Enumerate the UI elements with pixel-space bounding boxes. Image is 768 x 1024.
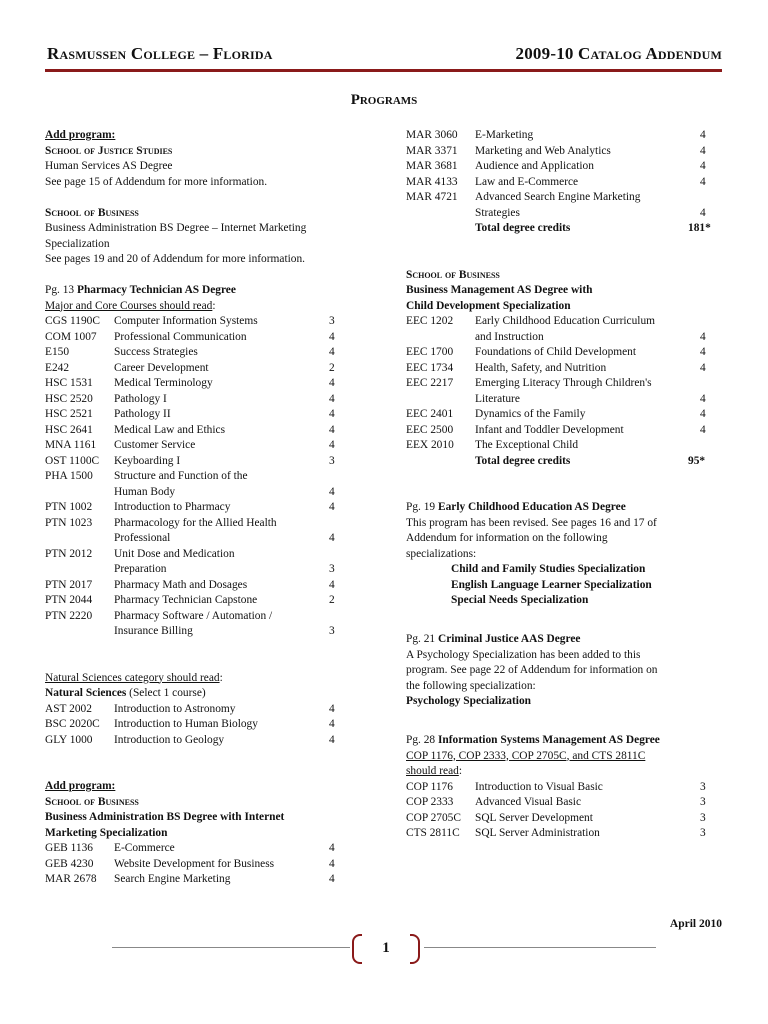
total-credits-row [406, 221, 722, 237]
course-credits: 4 [700, 206, 706, 219]
course-row [406, 175, 722, 191]
course-row [45, 593, 345, 609]
course-name: Pathology I [114, 392, 167, 405]
program-heading [406, 632, 722, 648]
course-credits: 2 [329, 594, 335, 606]
course-credits: 3 [329, 625, 335, 637]
course-credits [700, 438, 722, 454]
course-credits: 4 [700, 144, 706, 157]
course-row [45, 857, 345, 873]
degree-name: Marketing Specialization [45, 826, 168, 839]
total-label: Total degree credits [475, 222, 571, 234]
course-row [45, 314, 345, 330]
course-credits: 2 [329, 361, 335, 374]
pharmacy-course-list [45, 314, 345, 640]
course-name: Pathology II [114, 408, 171, 420]
course-name: The Exceptional Child [475, 439, 579, 451]
course-credits: 4 [700, 392, 706, 405]
course-credits: 4 [700, 175, 706, 188]
page-ref: Pg. 19 [406, 501, 436, 513]
course-row [406, 376, 722, 392]
program-heading [406, 500, 722, 516]
course-code [406, 392, 475, 408]
course-name: Introduction to Astronomy [114, 702, 236, 715]
paragraph-line: This program has been revised. See pages 16 and 17 of [406, 516, 657, 529]
course-row [45, 516, 345, 532]
course-credits: 4 [329, 392, 335, 405]
course-name: Literature [475, 392, 520, 405]
course-row [45, 702, 345, 718]
paragraph-line: A Psychology Specialization has been added to this [406, 648, 641, 661]
course-credits: 4 [329, 578, 335, 591]
course-credits: 4 [700, 330, 706, 343]
program-title: Information Systems Management AS Degree [437, 734, 660, 746]
course-credits [329, 609, 345, 625]
college-name: Rasmussen College – Florida [47, 44, 273, 63]
course-code [45, 485, 114, 501]
course-credits: 4 [329, 485, 335, 498]
footer-rule [424, 947, 656, 948]
course-code [406, 330, 475, 346]
course-code: EEC 1734 [406, 361, 454, 374]
course-row [406, 392, 722, 408]
degree-name: Business Administration BS Degree – Internet Marketing [45, 222, 307, 234]
course-row [45, 376, 345, 392]
course-credits: 4 [700, 160, 706, 172]
course-code: EEX 2010 [406, 439, 454, 451]
course-credits: 4 [329, 408, 335, 420]
course-name: Pharmacy Math and Dosages [114, 578, 248, 591]
course-row [406, 423, 722, 439]
course-row [406, 206, 722, 222]
category-heading: Natural Sciences (Select 1 course) [45, 687, 206, 699]
course-name: Introduction to Human Biology [114, 718, 258, 730]
course-code: GLY 1000 [45, 733, 93, 746]
course-name: Early Childhood Education Curriculum [475, 315, 656, 327]
course-name: Pharmacy Technician Capstone [114, 594, 258, 606]
course-row [45, 872, 345, 888]
header-rule [45, 69, 722, 72]
course-code: OST 1100C [45, 454, 100, 467]
catalog-title: 2009-10 Catalog Addendum [515, 44, 722, 63]
course-row [406, 314, 722, 330]
course-code: COP 1176 [406, 780, 453, 793]
course-row [45, 485, 345, 501]
course-code: MNA 1161 [45, 439, 97, 451]
program-title: Pharmacy Technician AS Degree [76, 284, 236, 296]
course-code: GEB 4230 [45, 857, 94, 870]
course-code: CTS 2811C [406, 827, 460, 839]
course-code: PTN 2044 [45, 594, 93, 606]
course-row [45, 423, 345, 439]
course-row [406, 128, 722, 144]
page-ref: Pg. 21 [406, 633, 436, 645]
natural-sciences-course-list [45, 702, 345, 749]
total-value: 181* [688, 222, 711, 234]
add-program-heading: Add program: [45, 129, 116, 141]
course-name: Insurance Billing [114, 625, 193, 637]
course-name: Foundations of Child Development [475, 346, 637, 358]
course-code: MAR 3060 [406, 129, 458, 141]
course-credits: 4 [700, 346, 706, 358]
degree-name: Specialization [45, 237, 110, 250]
school-heading: School of Business [45, 795, 139, 808]
course-row [45, 733, 345, 749]
course-row [406, 795, 722, 811]
course-name: E-Commerce [114, 842, 175, 854]
degree-name: Business Administration BS Degree with Internet [45, 811, 285, 823]
page-title: Programs [350, 92, 418, 108]
course-credits [329, 547, 345, 563]
course-name: Success Strategies [114, 346, 198, 358]
course-code: HSC 2520 [45, 392, 93, 405]
course-code: HSC 2521 [45, 408, 93, 420]
course-row [45, 500, 345, 516]
course-code: E242 [45, 361, 70, 374]
course-row [45, 407, 345, 423]
course-row [45, 717, 345, 733]
course-code: PTN 2017 [45, 578, 93, 591]
program-title: Early Childhood Education AS Degree [437, 501, 626, 513]
left-column [45, 128, 345, 888]
course-credits: 4 [329, 423, 335, 436]
course-code: COP 2705C [406, 811, 461, 824]
course-code: PTN 2012 [45, 547, 93, 560]
course-row [45, 330, 345, 346]
course-name: Professional Communication [114, 330, 247, 343]
course-code: PTN 2220 [45, 609, 93, 622]
course-code: MAR 4133 [406, 175, 458, 188]
course-row [45, 392, 345, 408]
course-code: HSC 2641 [45, 423, 93, 436]
course-name: Computer Information Systems [114, 315, 258, 327]
course-code: EEC 1202 [406, 315, 454, 327]
course-credits: 4 [700, 361, 706, 374]
school-heading: School of Business [406, 268, 500, 281]
course-name: Dynamics of the Family [475, 408, 586, 420]
specialization-item: English Language Learner Specialization [451, 578, 652, 591]
paragraph-line: the following specialization: [406, 679, 536, 692]
course-row [45, 841, 345, 857]
course-name: Professional [114, 532, 171, 544]
reference-note: See pages 19 and 20 of Addendum for more information. [45, 253, 306, 265]
course-credits: 4 [329, 842, 335, 854]
section-subheading: Natural Sciences category should read: [45, 671, 223, 684]
course-name: Introduction to Pharmacy [114, 501, 231, 513]
course-credits: 3 [329, 315, 335, 327]
course-row [406, 361, 722, 377]
section-subheading: Major and Core Courses should read: [45, 299, 216, 312]
course-name: Marketing and Web Analytics [475, 144, 611, 157]
degree-name: Child Development Specialization [406, 299, 571, 312]
school-heading: School of Justice Studies [45, 144, 173, 157]
course-name: Medical Terminology [114, 377, 213, 389]
course-row [406, 407, 722, 423]
page-ref: Pg. 28 [406, 734, 436, 746]
specialization-item: Special Needs Specialization [451, 594, 589, 606]
course-name: Preparation [114, 563, 167, 575]
marketing-course-list-continued [406, 128, 722, 221]
course-name: Introduction to Visual Basic [475, 780, 603, 793]
course-row [45, 438, 345, 454]
course-name: Emerging Literacy Through Children's [475, 377, 652, 389]
page-ref: Pg. 13 [45, 284, 75, 296]
page-number: 1 [382, 940, 390, 956]
course-code: MAR 3681 [406, 160, 458, 172]
course-credits: 3 [700, 796, 706, 808]
course-name: Strategies [475, 206, 520, 219]
total-credits-row [406, 454, 722, 470]
course-name: Law and E-Commerce [475, 175, 579, 188]
section-subheading: COP 1176, COP 2333, COP 2705C, and CTS 2811C [406, 749, 646, 762]
course-name: and Instruction [475, 330, 544, 343]
course-row [406, 826, 722, 842]
page-header [45, 44, 722, 66]
course-name: Structure and Function of the [114, 470, 248, 482]
program-heading [45, 283, 345, 299]
course-code: MAR 2678 [45, 873, 97, 885]
right-column [406, 128, 722, 842]
course-name: Human Body [114, 485, 176, 498]
course-code: EEC 2217 [406, 377, 454, 389]
course-credits: 3 [700, 780, 706, 793]
total-value: 95* [688, 454, 706, 467]
course-credits: 4 [329, 439, 335, 451]
course-code: MAR 3371 [406, 144, 458, 157]
course-name: Health, Safety, and Nutrition [475, 361, 607, 374]
course-name: SQL Server Development [475, 811, 593, 824]
course-code: COM 1007 [45, 330, 97, 343]
course-credits: 3 [700, 827, 706, 839]
total-label: Total degree credits [475, 454, 571, 467]
course-row [45, 624, 345, 640]
course-row [45, 531, 345, 547]
course-code [45, 624, 114, 640]
course-code: E150 [45, 346, 70, 358]
course-row [45, 454, 345, 470]
program-title: Criminal Justice AAS Degree [437, 633, 581, 645]
paragraph-line: specializations: [406, 547, 477, 560]
course-code: PTN 1002 [45, 501, 93, 513]
course-credits: 4 [329, 501, 335, 513]
course-row [45, 345, 345, 361]
paragraph-line: Addendum for information on the following [406, 532, 608, 544]
course-code: GEB 1136 [45, 842, 93, 854]
course-code: CGS 1190C [45, 315, 100, 327]
school-heading: School of Business [45, 206, 139, 219]
course-name: E-Marketing [475, 129, 534, 141]
footer-rule [112, 947, 350, 948]
course-name: Medical Law and Ethics [114, 423, 226, 436]
course-name: Advanced Search Engine Marketing [475, 191, 641, 203]
course-row [406, 190, 722, 206]
course-row [45, 578, 345, 594]
course-code: EEC 2500 [406, 423, 454, 436]
add-program-heading: Add program: [45, 780, 116, 792]
course-name: Search Engine Marketing [114, 873, 231, 885]
degree-name: Business Management AS Degree with [406, 284, 593, 296]
course-credits: 4 [329, 377, 335, 389]
course-code: EEC 1700 [406, 346, 454, 358]
course-name: Keyboarding I [114, 454, 181, 467]
course-credits: 4 [329, 718, 335, 730]
course-row [406, 811, 722, 827]
course-name: Career Development [114, 361, 209, 374]
course-row [406, 780, 722, 796]
course-name: Website Development for Business [114, 857, 275, 870]
course-code: HSC 1531 [45, 377, 93, 389]
course-name: Customer Service [114, 439, 196, 451]
course-credits: 4 [700, 129, 706, 141]
course-row [45, 609, 345, 625]
course-code: COP 2333 [406, 796, 454, 808]
course-name: Unit Dose and Medication [114, 547, 235, 560]
course-code: AST 2002 [45, 702, 92, 715]
course-row [45, 562, 345, 578]
course-row [406, 330, 722, 346]
course-name: SQL Server Administration [475, 827, 600, 839]
course-credits [700, 376, 722, 392]
course-code: BSC 2020C [45, 718, 100, 730]
course-credits: 3 [329, 454, 335, 467]
course-row [45, 547, 345, 563]
course-name: Pharmacy Software / Automation / [114, 609, 273, 622]
course-name: Introduction to Geology [114, 733, 225, 746]
course-name: Advanced Visual Basic [475, 796, 582, 808]
course-credits: 4 [329, 873, 335, 885]
course-row [45, 469, 345, 485]
course-credits: 4 [329, 702, 335, 715]
course-credits [700, 190, 722, 206]
specialization-item: Child and Family Studies Specialization [451, 563, 646, 575]
course-row [406, 159, 722, 175]
course-row [406, 345, 722, 361]
course-row [406, 438, 722, 454]
course-code [45, 562, 114, 578]
program-heading [406, 733, 722, 749]
course-code: PHA 1500 [45, 470, 93, 482]
course-code: EEC 2401 [406, 408, 454, 420]
course-credits: 4 [329, 733, 335, 746]
course-credits: 4 [329, 857, 335, 870]
course-name: Infant and Toddler Development [475, 423, 624, 436]
course-code [406, 206, 475, 222]
footer-date: April 2010 [669, 918, 722, 930]
course-name: Pharmacology for the Allied Health [114, 516, 277, 529]
course-credits: 4 [700, 423, 706, 436]
course-credits: 4 [700, 408, 706, 420]
reference-note: See page 15 of Addendum for more information. [45, 175, 268, 188]
specialization-item: Psychology Specialization [406, 695, 531, 707]
marketing-course-list [45, 841, 345, 888]
child-development-course-list [406, 314, 722, 454]
course-credits: 4 [329, 532, 335, 544]
course-credits: 4 [329, 330, 335, 343]
section-subheading: should read: [406, 765, 462, 777]
course-credits: 3 [329, 563, 335, 575]
paragraph-line: program. See page 22 of Addendum for information on [406, 664, 658, 676]
course-name: Audience and Application [475, 160, 594, 172]
information-systems-course-list [406, 780, 722, 842]
course-code [45, 531, 114, 547]
course-code: MAR 4721 [406, 191, 458, 203]
course-credits [700, 314, 722, 330]
course-row [406, 144, 722, 160]
course-credits: 3 [700, 811, 706, 824]
course-code: PTN 1023 [45, 516, 93, 529]
course-row [45, 361, 345, 377]
course-credits: 4 [329, 346, 335, 358]
course-credits [329, 469, 345, 485]
course-credits [329, 516, 345, 532]
degree-name: Human Services AS Degree [45, 160, 173, 172]
